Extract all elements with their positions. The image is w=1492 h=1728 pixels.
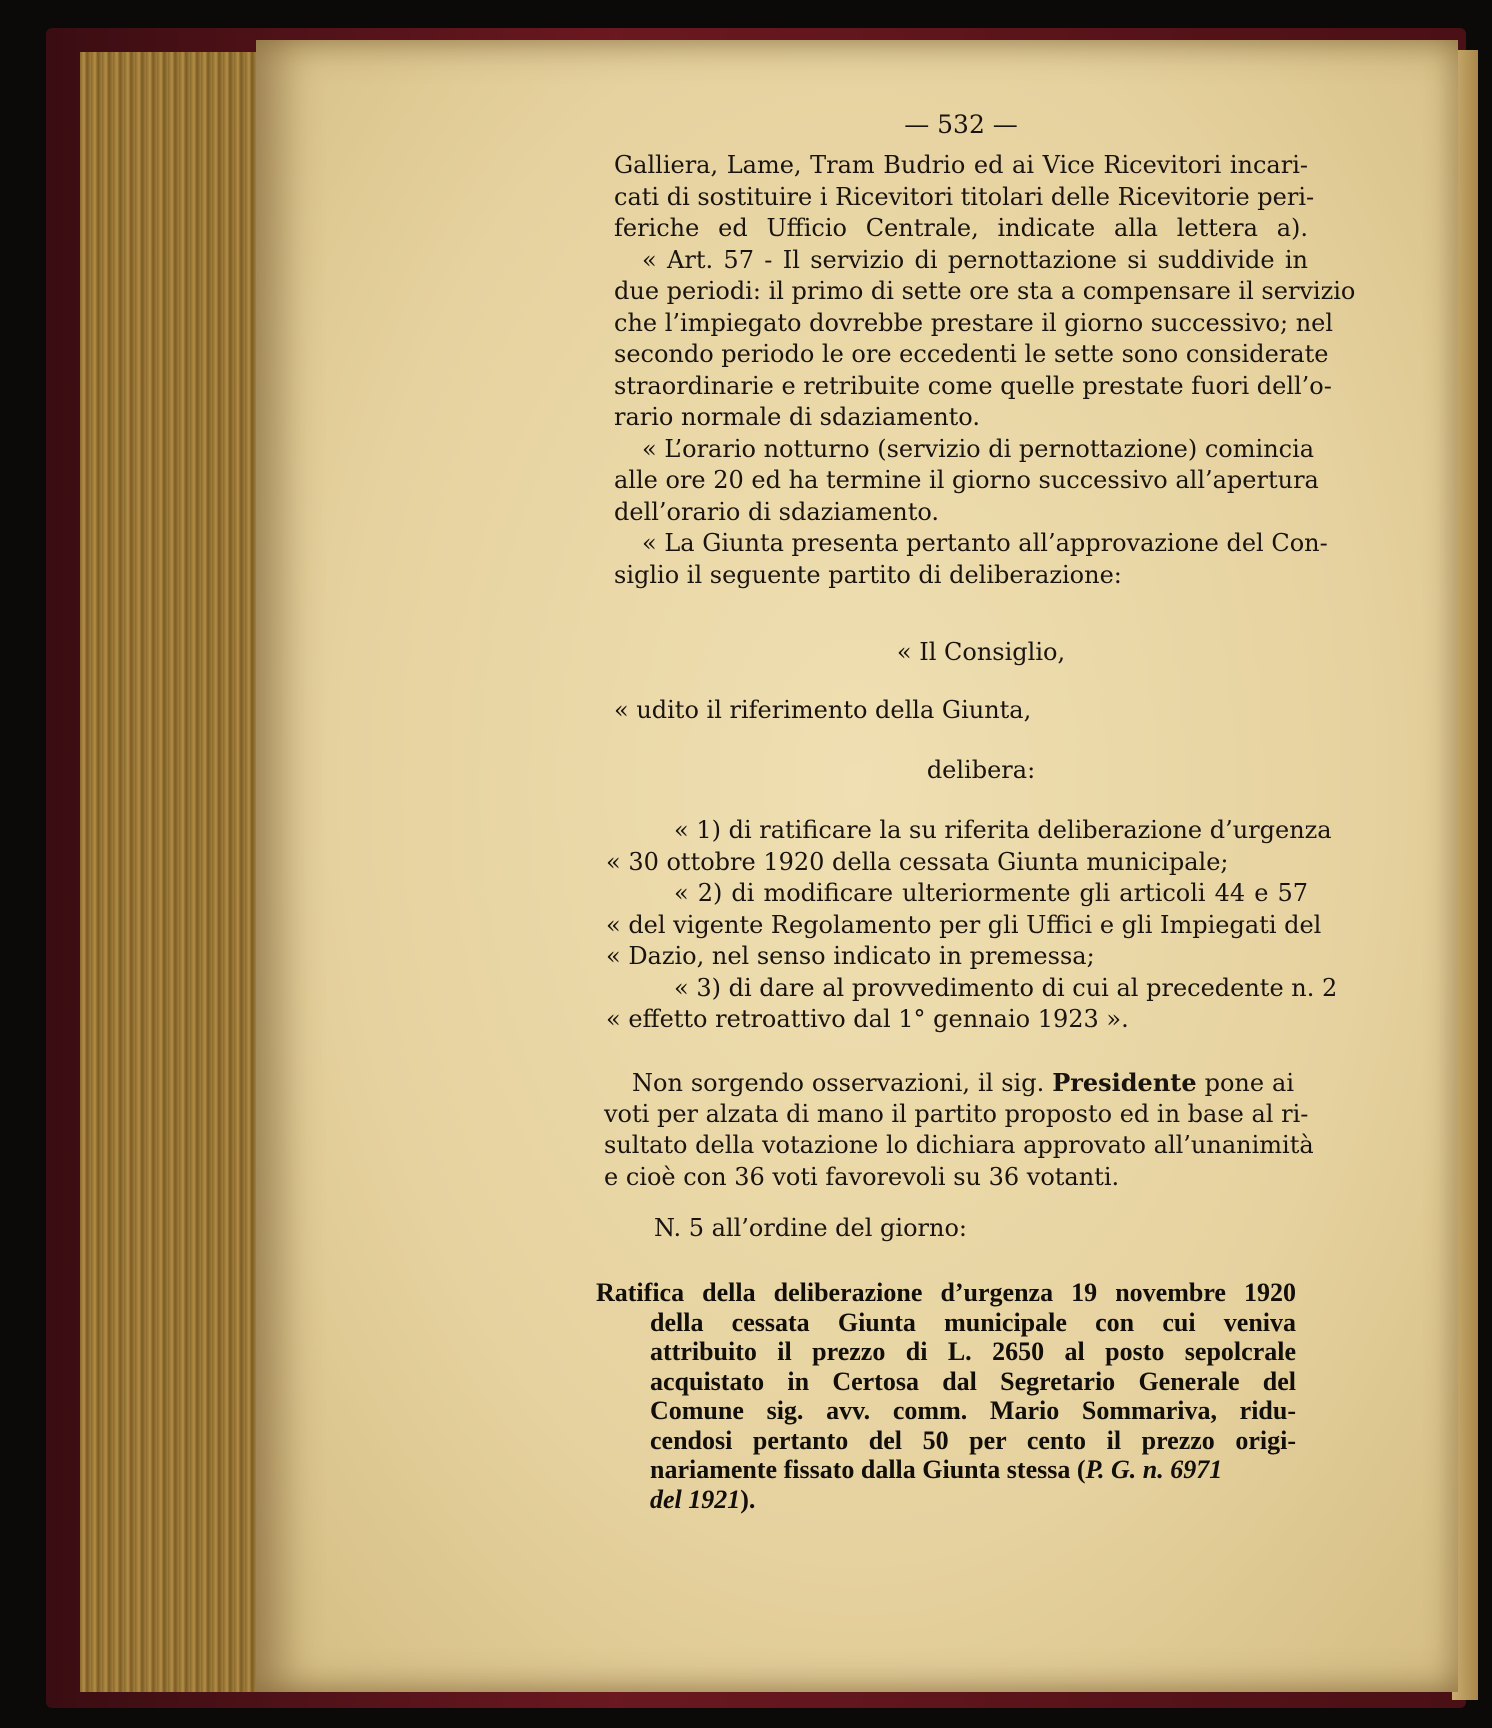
text-line: feriche ed Ufficio Centrale, indicate alla lettera a).	[614, 214, 1308, 242]
text-line: « La Giunta presenta pertanto all’approvazione del Con-	[642, 529, 1328, 557]
text-line: alle ore 20 ed ha termine il giorno successivo all’apertura	[614, 466, 1319, 494]
text-line: N. 5 all’ordine del giorno:	[654, 1214, 967, 1242]
page-edges	[80, 52, 260, 1692]
text-line: rario normale di sdaziamento.	[614, 403, 980, 431]
text-line: « 1) di ratificare la su riferita deliberazione d’urgenza	[674, 816, 1332, 844]
heading-line: acquistato in Certosa dal Segretario Generale del	[650, 1366, 1296, 1396]
page-number: — 532 —	[904, 110, 1018, 139]
protocol-year: del 1921	[650, 1484, 741, 1514]
text-line: « effetto retroattivo dal 1° gennaio 1923 ».	[606, 1005, 1129, 1033]
text-line: « 3) di dare al provvedimento di cui al precedente n. 2	[674, 973, 1338, 1002]
heading-close: ).	[740, 1484, 756, 1514]
text-line: secondo periodo le ore eccedenti le sette sono considerate	[614, 340, 1329, 368]
text-line: « L’orario notturno (servizio di pernottazione) comincia	[642, 434, 1315, 463]
udito-line	[614, 695, 1308, 727]
text-line: « 2) di modificare ulteriormente gli articoli 44 e 57	[674, 879, 1308, 907]
text-line: straordinarie e retribuite come quelle prestate fuori dell’o-	[614, 371, 1332, 400]
heading-text: nariamente fissato dalla Giunta stessa (	[650, 1455, 1086, 1484]
vote-line-post: pone ai	[1204, 1069, 1294, 1097]
text-line: voti per alzata di mano il partito proposto ed in base al ri-	[604, 1099, 1309, 1128]
heading-line: della cessata Giunta municipale con cui veniva	[650, 1307, 1296, 1337]
text-line: cati di sostituire i Ricevitori titolari delle Ricevitorie peri-	[614, 182, 1315, 211]
deliberation-points	[606, 815, 1338, 1036]
text-line: « udito il riferimento della Giunta,	[614, 696, 1032, 724]
text-line	[604, 1067, 1294, 1099]
text-line: siglio il seguente partito di deliberazione:	[614, 560, 1122, 589]
heading-line: Comune sig. avv. comm. Mario Sommariva, ridu-	[650, 1396, 1296, 1425]
text-line: « Dazio, nel senso indicato in premessa;	[606, 942, 1095, 970]
heading-line	[596, 1455, 1296, 1485]
text-line: Galliera, Lame, Tram Budrio ed ai Vice Ricevitori incari-	[614, 151, 1308, 179]
agenda-heading	[596, 1278, 1296, 1514]
text-line: « 30 ottobre 1920 della cessata Giunta municipale;	[606, 847, 1229, 876]
agenda-item	[604, 1213, 1294, 1245]
text-line: due periodi: il primo di sette ore sta a compensare il servizio	[614, 277, 1356, 305]
text-line: « del vigente Regolamento per gli Uffici e gli Impiegati del	[606, 910, 1322, 939]
text-line: sultato della votazione lo dichiara approvato all’unanimità	[604, 1131, 1314, 1159]
text-line: e cioè con 36 voti favorevoli su 36 votanti.	[604, 1162, 1120, 1191]
body-text-top	[614, 150, 1356, 591]
heading-line: cendosi pertanto del 50 per cento il prezzo origi-	[650, 1425, 1296, 1455]
consiglio-line	[614, 637, 1308, 669]
delibera-line	[614, 755, 1308, 787]
text-line: delibera:	[926, 756, 1036, 784]
vote-line-pre: Non sorgendo osservazioni, il sig.	[632, 1069, 1045, 1097]
presidente-bold: Presidente	[1052, 1068, 1197, 1097]
text-line: che l’impiegato dovrebbe prestare il giorno successivo; nel	[614, 308, 1334, 337]
protocol-number: P. G. n. 6971	[1085, 1455, 1223, 1484]
vote-paragraph	[604, 1067, 1314, 1193]
text-line: dell’orario di sdaziamento.	[614, 497, 940, 526]
heading-line: attribuito il prezzo di L. 2650 al posto sepolcrale	[650, 1337, 1296, 1366]
text-line: « Art. 57 - Il servizio di pernottazione si suddivide in	[642, 245, 1308, 274]
heading-line	[596, 1485, 1296, 1515]
heading-line: Ratifica della deliberazione d’urgenza 19 novembre 1920	[596, 1278, 1296, 1307]
text-line: « Il Consiglio,	[896, 638, 1066, 666]
